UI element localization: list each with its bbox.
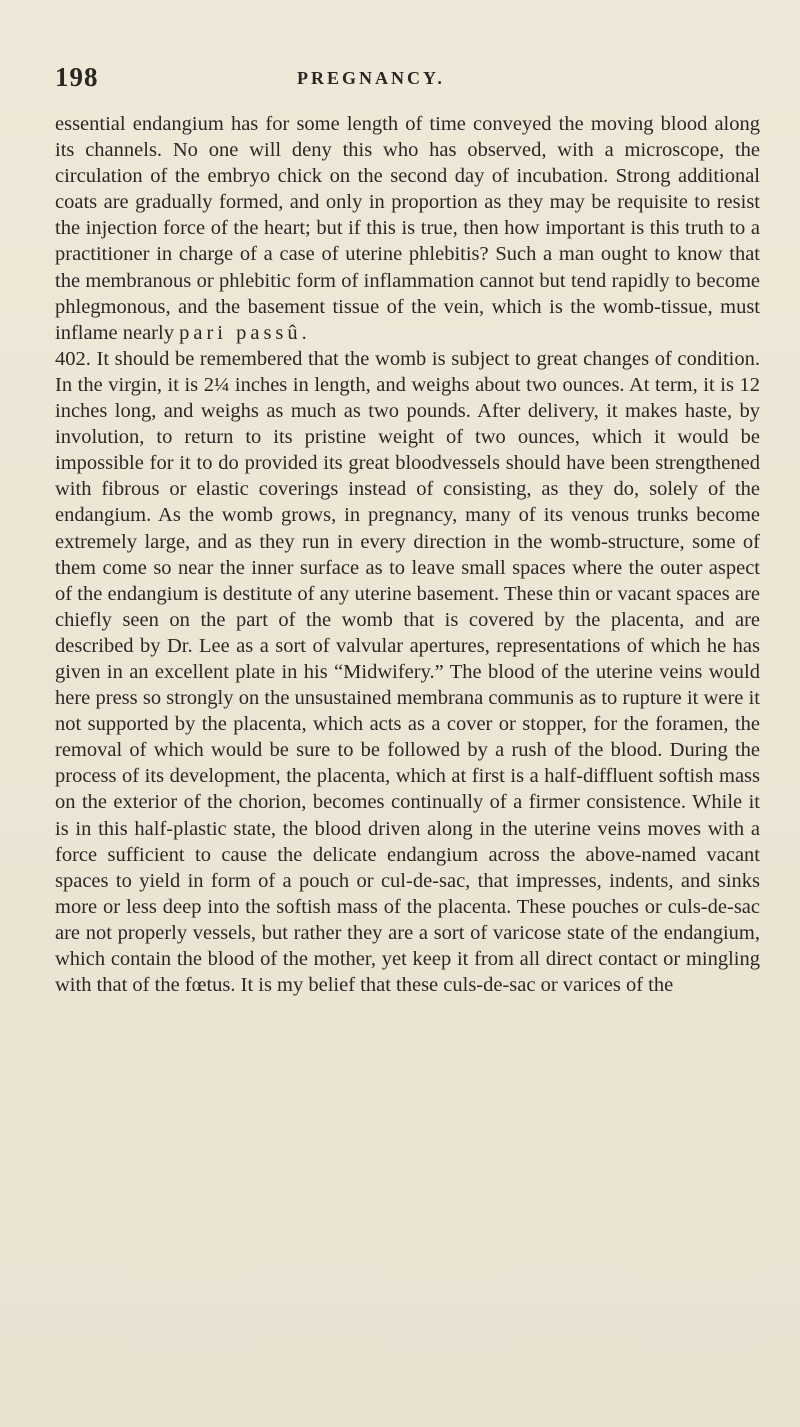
page-number: 198 (55, 62, 99, 92)
latin-phrase: pari passû. (179, 321, 311, 344)
body-text (55, 111, 760, 998)
running-head: PREGNANCY. (297, 68, 445, 88)
paragraph-text: essential endangium has for some length of time conveyed the moving blood along its channels. No one will deny this who has observed, with a microscope, the circulation of the embryo chick on the second day of incubation. Strong additional coats are gradually formed, and only in proportion as they may be requisite to resist the injection force of the heart; but if this is true, then how important is this truth to a practitioner in charge of a case of uterine phlebitis? Such a man ought to know that the membranous or phlebitic form of inflammation cannot but tend rapidly to become phlegmonous, and the basement tissue of the vein, which is the womb-tissue, must inflame nearly (55, 113, 760, 344)
paragraph-402: 402. It should be remembered that the womb is subject to great changes of condition. In the virgin, it is 2¼ inches in length, and weighs about two ounces. At term, it is 12 inches long, and weighs as much as two pounds. After delivery, it makes haste, by involution, to return to its pristine weight of two ounces, which it would be impossible for it to do provided its great bloodvessels should have been strengthened with fibrous or elastic coverings instead of consisting, as they do, solely of the endangium. As the womb grows, in pregnancy, many of its venous trunks become extremely large, and as they run in every direction in the womb-structure, some of them come so near the inner surface as to leave small spaces where the outer aspect of the endangium is destitute of any uterine basement. These thin or vacant spaces are chiefly seen on the part of the womb that is covered by the placenta, and are described by Dr. Lee as a sort of valvular apertures, representations of which he has given in an excellent plate in his “Midwifery.” The blood of the uterine veins would here press so strongly on the unsustained membrana communis as to rupture it were it not supported by the placenta, which acts as a cover or stopper, for the foramen, the removal of which would be sure to be followed by a rush of the blood. During the process of its development, the placenta, which at first is a half-diffluent softish mass on the exterior of the chorion, becomes continually of a firmer consistence. While it is in this half-plastic state, the blood driven along in the uterine veins moves with a force sufficient to cause the delicate endangium across the above-named vacant spaces to yield in form of a pouch or cul-de-sac, that impresses, indents, and sinks more or less deep into the softish mass of the placenta. These pouches or culs-de-sac are not properly vessels, but rather they are a sort of varicose state of the endangium, which contain the blood of the mother, yet keep it from all direct contact or mingling with that of the fœtus. It is my belief that these culs-de-sac or varices of the (55, 347, 760, 997)
page-header (55, 62, 755, 102)
paragraph-continued (55, 111, 760, 346)
